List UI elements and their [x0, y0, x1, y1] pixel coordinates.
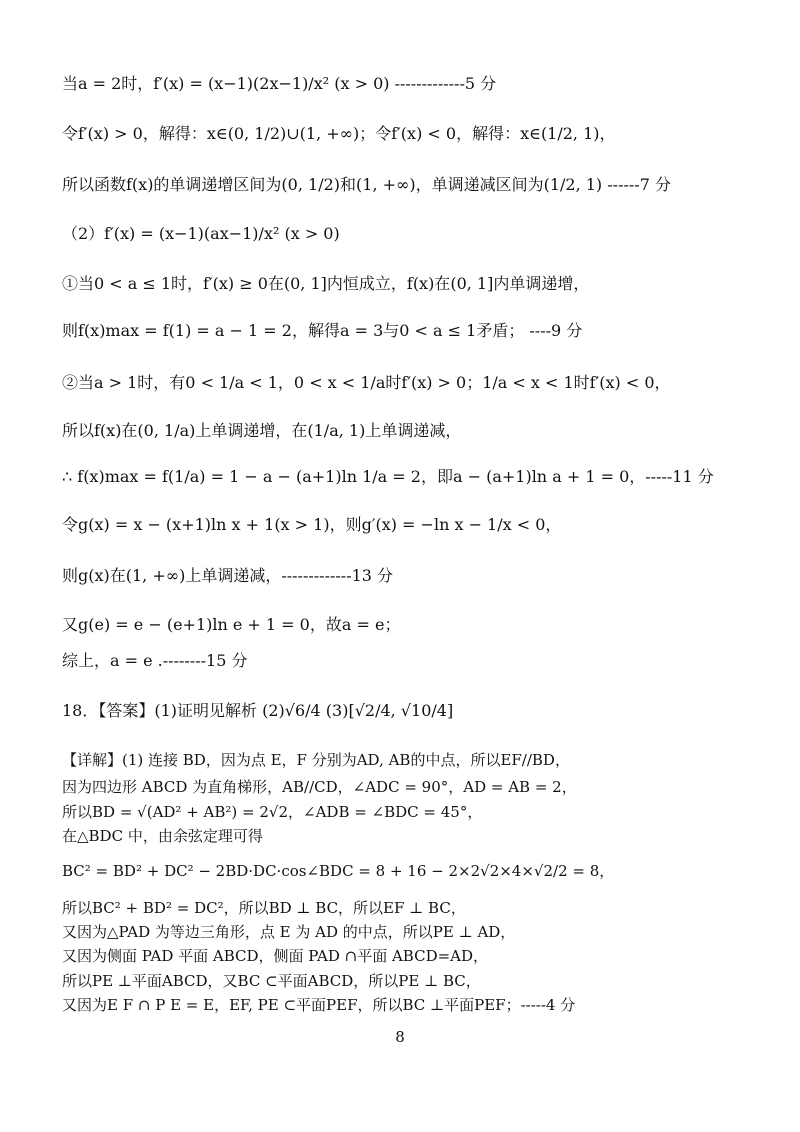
text-line: 所以f(x)在(0, 1/a)上单调递增，在(1/a, 1)上单调递减，: [62, 421, 462, 440]
text-line: 所以BD = √(AD² + AB²) = 2√2，∠ADB = ∠BDC = 45°，: [62, 803, 483, 821]
text-line: 当a = 2时，f′(x) = (x−1)(2x−1)/x² (x > 0) -------------5 分: [62, 74, 497, 93]
text-line: 则g(x)在(1, +∞)上单调递减，-------------13 分: [62, 566, 394, 585]
text-line: ①当0 < a ≤ 1时，f′(x) ≥ 0在(0, 1]内恒成立，f(x)在(0, 1]内单调递增，: [62, 274, 590, 293]
text-line: BC² = BD² + DC² − 2BD·DC·cos∠BDC = 8 + 16 − 2×2√2×4×√2/2 = 8，: [62, 862, 615, 880]
page-number: 8: [395, 1028, 405, 1046]
text-line: 又g(e) = e − (e+1)ln e + 1 = 0，故a = e；: [62, 615, 401, 634]
text-line: ②当a > 1时，有0 < 1/a < 1，0 < x < 1/a时f′(x) > 0；1/a < x < 1时f′(x) < 0，: [62, 373, 671, 392]
text-line: （2）f′(x) = (x−1)(ax−1)/x² (x > 0): [62, 224, 340, 243]
text-line: ∴ f(x)max = f(1/a) = 1 − a − (a+1)ln 1/a = 2，即a − (a+1)ln a + 1 = 0，-----11 分: [62, 467, 714, 486]
text-line: 又因为△PAD 为等边三角形，点 E 为 AD 的中点，所以PE ⊥ AD，: [62, 923, 516, 941]
text-line: 又因为E F ∩ P E = E，EF, PE ⊂平面PEF，所以BC ⊥平面PEF；-----4 分: [62, 996, 576, 1014]
text-line: 18．【答案】(1)证明见解析 (2)√6/4 (3)[√2/4, √10/4]: [62, 701, 454, 720]
text-line: 【详解】(1) 连接 BD，因为点 E，F 分别为AD, AB的中点，所以EF//BD，: [62, 751, 570, 769]
text-line: 又因为侧面 PAD 平面 ABCD，侧面 PAD ∩平面 ABCD=AD，: [62, 947, 489, 965]
text-line: 因为四边形 ABCD 为直角梯形，AB//CD，∠ADC = 90°，AD = AB = 2，: [62, 778, 577, 796]
text-line: 所以BC² + BD² = DC²，所以BD ⊥ BC，所以EF ⊥ BC，: [62, 899, 466, 917]
text-line: 所以PE ⊥平面ABCD，又BC ⊂平面ABCD，所以PE ⊥ BC，: [62, 972, 481, 990]
text-line: 则f(x)max = f(1) = a − 1 = 2，解得a = 3与0 < a ≤ 1矛盾； ----9 分: [62, 321, 583, 340]
text-line: 所以函数f(x)的单调递增区间为(0, 1/2)和(1, +∞)，单调递减区间为(1/2, 1) ------7 分: [62, 175, 671, 194]
text-line: 综上，a = e .--------15 分: [62, 651, 248, 670]
text-line: 令g(x) = x − (x+1)ln x + 1(x > 1)，则g′(x) = −ln x − 1/x < 0，: [62, 515, 562, 534]
text-line: 在△BDC 中，由余弦定理可得: [62, 827, 263, 845]
text-line: 令f′(x) > 0，解得：x∈(0, 1/2)∪(1, +∞)；令f′(x) < 0，解得：x∈(1/2, 1)，: [62, 124, 616, 143]
